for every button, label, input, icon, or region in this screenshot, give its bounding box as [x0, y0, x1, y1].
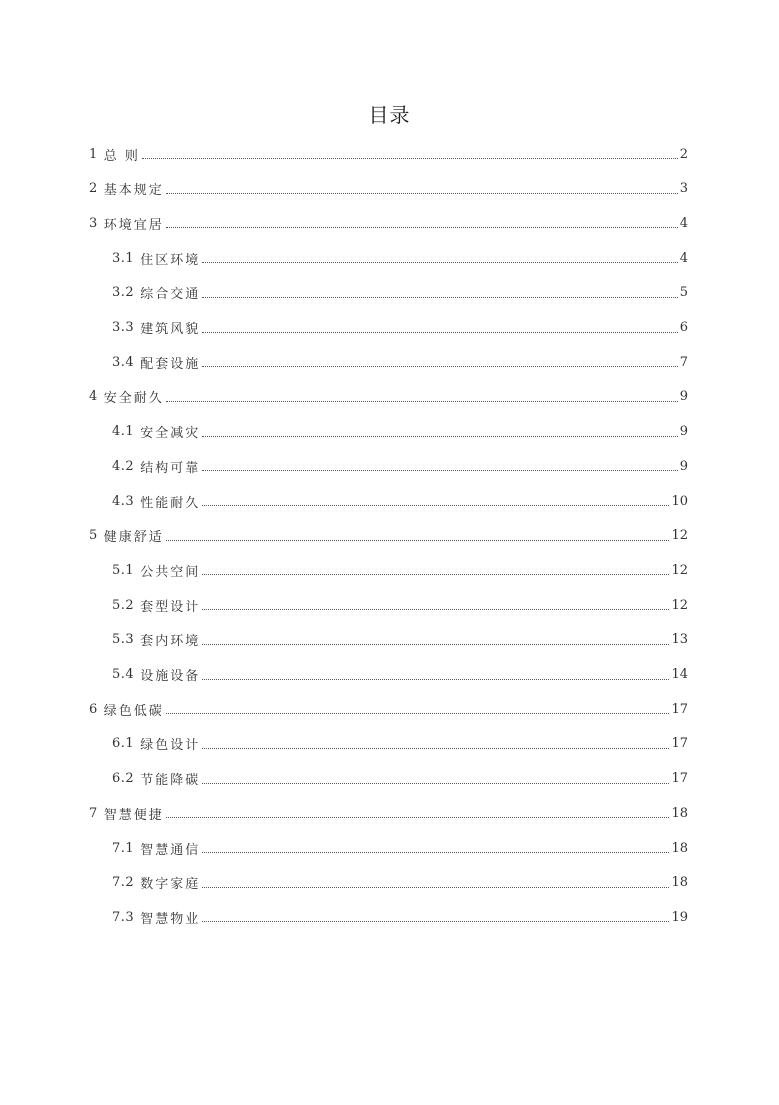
toc-dot-leader — [202, 748, 669, 749]
toc-subsection-entry[interactable] — [112, 241, 688, 275]
toc-entry-number: 3.3 — [112, 320, 135, 335]
toc-section-entry[interactable] — [89, 796, 688, 830]
toc-page-number: 19 — [671, 909, 688, 925]
toc-entry-number: 7.2 — [112, 875, 135, 891]
toc-dot-leader — [202, 332, 678, 333]
toc-dot-leader — [202, 297, 678, 298]
toc-entry-title: 公共空间 — [140, 564, 201, 580]
toc-entry-title: 建筑风貌 — [140, 322, 201, 337]
toc-dot-leader — [166, 817, 670, 818]
toc-entry-number: 5.4 — [112, 667, 135, 682]
toc-page-number: 17 — [671, 771, 688, 787]
toc-entry-number: 7.1 — [112, 840, 135, 856]
toc-page-number: 9 — [679, 389, 688, 405]
toc-dot-leader — [166, 227, 678, 228]
toc-dot-leader — [202, 644, 669, 645]
toc-entry-title: 基本规定 — [103, 183, 164, 199]
toc-entry-title: 数字家庭 — [140, 877, 201, 893]
toc-entry-title: 设施设备 — [140, 669, 201, 684]
toc-entry-number: 3.1 — [112, 250, 135, 266]
toc-page-number: 2 — [679, 146, 688, 162]
toc-entry-title: 配套设施 — [140, 356, 201, 372]
toc-entry-number: 3.4 — [112, 354, 135, 370]
toc-entry-title: 总 则 — [103, 148, 140, 164]
toc-dot-leader — [202, 366, 678, 367]
toc-entry-number: 1 — [89, 146, 98, 162]
toc-entry-number: 5 — [89, 528, 98, 544]
toc-subsection-entry[interactable] — [112, 553, 688, 587]
toc-dot-leader — [166, 193, 678, 194]
toc-subsection-entry[interactable] — [112, 762, 688, 796]
toc-dot-leader — [202, 783, 669, 784]
toc-entry-title: 绿色低碳 — [103, 703, 164, 719]
toc-entry-number: 2 — [89, 181, 98, 197]
toc-page-number: 5 — [679, 285, 688, 301]
toc-section-entry[interactable] — [89, 137, 688, 171]
toc-entry-number: 5.2 — [112, 597, 135, 613]
toc-entry-number: 4.2 — [112, 458, 135, 474]
toc-entry-number: 5.1 — [112, 562, 135, 578]
toc-subsection-entry[interactable] — [112, 311, 688, 345]
toc-subsection-entry[interactable] — [112, 658, 688, 692]
toc-dot-leader — [202, 470, 678, 471]
toc-page-number: 10 — [671, 493, 688, 509]
toc-subsection-entry[interactable] — [112, 449, 688, 483]
toc-page-number: 14 — [671, 667, 688, 682]
toc-title: 目录 — [368, 103, 411, 127]
toc-page-number: 9 — [679, 458, 688, 474]
toc-page-number: 18 — [671, 840, 688, 856]
toc-page-number: 3 — [679, 181, 688, 197]
toc-page-number: 12 — [671, 562, 688, 578]
toc-entry-number: 4 — [89, 389, 98, 405]
toc-page-number: 12 — [671, 597, 688, 613]
toc-entry-title: 性能耐久 — [140, 495, 201, 511]
toc-entry-number: 4.3 — [112, 493, 135, 509]
toc-entry-number: 7.3 — [112, 909, 135, 925]
toc-dot-leader — [202, 609, 669, 610]
toc-entry-number: 3 — [89, 215, 98, 231]
toc-subsection-entry[interactable] — [112, 276, 688, 310]
toc-entry-number: 5.3 — [112, 632, 135, 648]
toc-entry-number: 6.2 — [112, 771, 135, 787]
toc-page-number: 18 — [671, 875, 688, 891]
toc-dot-leader — [202, 262, 678, 263]
toc-page-number: 4 — [679, 250, 688, 266]
toc-entry-title: 住区环境 — [140, 252, 201, 268]
toc-entry-title: 环境宜居 — [103, 217, 164, 233]
toc-entry-title: 综合交通 — [140, 287, 201, 303]
toc-subsection-entry[interactable] — [112, 727, 688, 761]
toc-dot-leader — [202, 921, 669, 922]
toc-dot-leader — [202, 574, 669, 575]
toc-dot-leader — [202, 852, 669, 853]
toc-subsection-entry[interactable] — [112, 866, 688, 900]
toc-entry-number: 7 — [89, 805, 98, 821]
toc-section-entry[interactable] — [89, 206, 688, 240]
toc-page-number: 9 — [679, 424, 688, 440]
toc-entry-title: 安全耐久 — [103, 391, 164, 407]
toc-entry-title: 节能降碳 — [140, 773, 201, 789]
toc-page-number: 17 — [671, 736, 688, 752]
toc-page-number: 7 — [679, 354, 688, 370]
toc-section-entry[interactable] — [89, 172, 688, 206]
toc-section-entry[interactable] — [89, 692, 688, 726]
toc-entry-title: 智慧物业 — [140, 911, 201, 927]
toc-entry-title: 套型设计 — [140, 599, 201, 615]
toc-entry-title: 智慧通信 — [140, 842, 201, 858]
toc-subsection-entry[interactable] — [112, 900, 688, 934]
toc-subsection-entry[interactable] — [112, 623, 688, 657]
toc-page-number: 17 — [671, 701, 688, 717]
toc-entry-title: 智慧便捷 — [103, 807, 164, 823]
toc-entry-number: 6.1 — [112, 736, 135, 752]
toc-dot-leader — [202, 679, 669, 680]
toc-subsection-entry[interactable] — [112, 345, 688, 379]
toc-dot-leader — [202, 887, 669, 888]
toc-subsection-entry[interactable] — [112, 484, 688, 518]
toc-entry-title: 结构可靠 — [140, 460, 201, 476]
toc-page-number: 12 — [671, 528, 688, 544]
toc-section-entry[interactable] — [89, 380, 688, 414]
toc-subsection-entry[interactable] — [112, 831, 688, 865]
toc-page-number: 13 — [671, 632, 688, 648]
toc-entry-number: 3.2 — [112, 285, 135, 301]
toc-subsection-entry[interactable] — [112, 415, 688, 449]
toc-subsection-entry[interactable] — [112, 588, 688, 622]
toc-dot-leader — [202, 436, 678, 437]
toc-entry-title: 健康舒适 — [103, 530, 164, 546]
toc-dot-leader — [202, 505, 669, 506]
toc-dot-leader — [166, 540, 670, 541]
toc-entry-title: 套内环境 — [140, 634, 201, 650]
toc-page-number: 6 — [679, 320, 688, 335]
toc-dot-leader — [166, 713, 670, 714]
toc-page-number: 4 — [679, 215, 688, 231]
toc-entry-title: 安全减灾 — [140, 426, 201, 442]
toc-entry-number: 4.1 — [112, 424, 135, 440]
toc-dot-leader — [142, 158, 678, 159]
toc-page-number: 18 — [671, 805, 688, 821]
toc-dot-leader — [166, 401, 678, 402]
toc-section-entry[interactable] — [89, 519, 688, 553]
toc-entry-title: 绿色设计 — [140, 738, 201, 754]
toc-entry-number: 6 — [89, 701, 98, 717]
